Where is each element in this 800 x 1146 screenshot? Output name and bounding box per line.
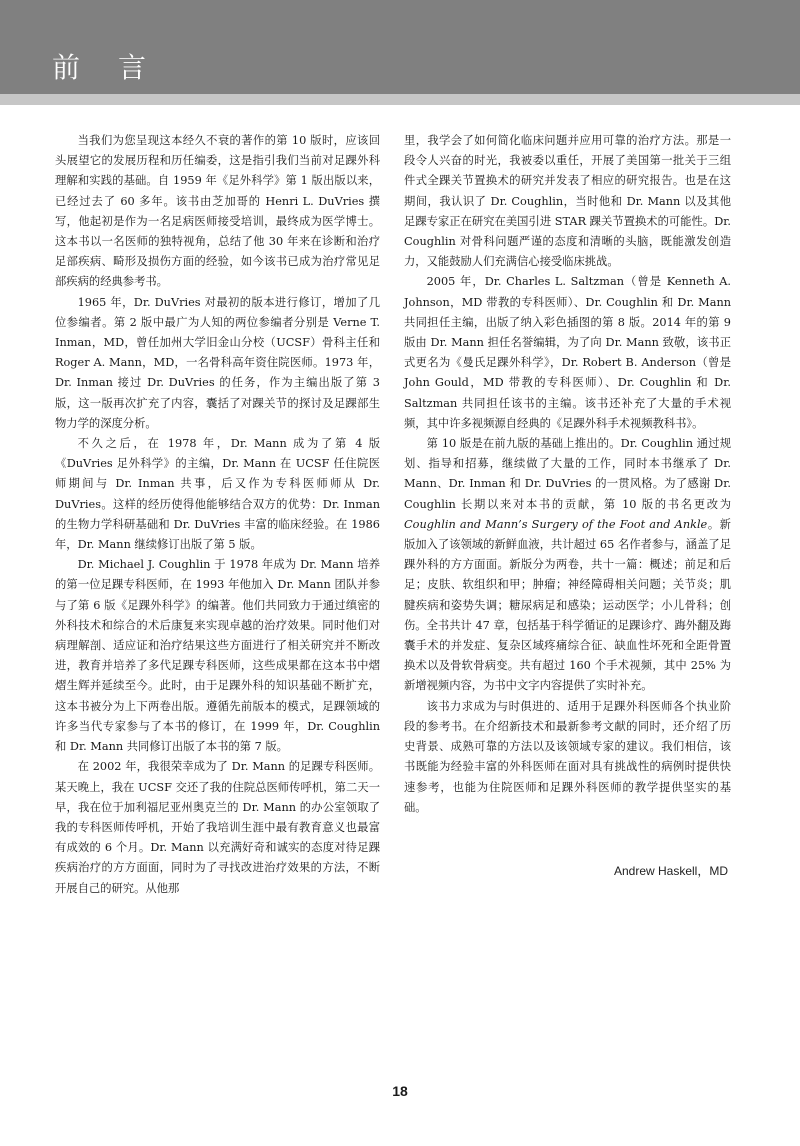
- paragraph: 1965 年，Dr. DuVries 对最初的版本进行修订，增加了几位参编者。第 2 版中最广为人知的两位参编者分别是 Verne T. Inman，MD，曾任加州大学旧金山分校（UCSF）骨科主任和 Roger A. Mann，MD，一名骨科高年资住院医师。1973 年，Dr. Inman 接过 Dr. DuVries 的任务，作为主编出版了第 3 版，这一版再次扩充了内容，囊括了对踝关节的探讨及足踝部生物力学的深度分析。: [55, 295, 380, 430]
- page-title: 前言: [52, 51, 185, 84]
- paragraph: 当我们为您呈现这本经久不衰的著作的第 10 版时，应该回头展望它的发展历程和历任编委，这是指引我们当前对足踝外科理解和实践的基础。自 1959 年《足外科学》第 1 版出版以来，已经过去了 60 多年。该书由芝加哥的 Henri L. DuVries 撰写，他起初是作为一名足病医师接受培训，最终成为医学博士。这本书以一名医师的独特视角，总结了他 30 年来在诊断和治疗足部疾病、畸形及损伤方面的经验，如今该书已成为治疗常见足部疾病的经典参考书。: [55, 134, 380, 289]
- paragraph-text: 第 10 版是在前九版的基础上推出的。Dr. Coughlin 通过规划、指导和招募，继续做了大量的工作，同时本书继承了 Dr. Mann、Dr. Inman 和 Dr. DuVries 的一贯风格。为了感谢 Dr. Coughlin 长期以来对本书的贡献，第 10 版的书名更改为: [404, 437, 731, 511]
- page-number: 18: [392, 1083, 408, 1099]
- paragraph: 2005 年，Dr. Charles L. Saltzman（曾是 Kenneth A. Johnson，MD 带教的专科医师）、Dr. Coughlin 和 Dr. Mann 共同担任主编，出版了纳入彩色插图的第 8 版。2014 年的第 9 版由 Dr. Mann 担任名誉编辑，为了向 Dr. Mann 致敬，该书正式更名为《曼氏足踝外科学》，Dr. Robert B. Anderson（曾是 John Gould，MD 带教的专科医师）、Dr. Coughlin 和 Dr. Saltzman 共同担任该书的主编。该书还补充了大量的手术视频，其中许多视频源自经典的《足踝外科手术视频教科书》。: [404, 275, 731, 430]
- paragraph-text: 。新版加入了该领域的新鲜血液，共计超过 65 名作者参与，涵盖了足踝外科的方方面面。新版分为两卷，共十一篇：概述；前足和后足；皮肤、软组织和甲；肿瘤；神经障碍相关问题；关节炎；肌腱疾病和姿势失调；糖尿病足和感染；运动医学；小儿骨科；创伤。全书共计 47 章，包括基于科学循证的足踝诊疗、踇外翻及踇囊手术的并发症、复杂区域疼痛综合征、缺血性坏死和全距骨置换术以及骨软骨病变。共有超过 160 个手术视频，其中 25% 为新增视频内容，为书中文字内容提供了实时补充。: [404, 517, 731, 693]
- paragraph: 不久之后，在 1978 年，Dr. Mann 成为了第 4 版《DuVries 足外科学》的主编，Dr. Mann 在 UCSF 任住院医师期间与 Dr. Inman 共事，后又作为专科医师师从 Dr. DuVries。这样的经历使得他能够结合双方的优势：Dr. Inman 的生物力学科研基础和 Dr. DuVries 丰富的临床经验。在 1986 年，Dr. Mann 继续修订出版了第 5 版。: [55, 437, 380, 552]
- paragraph: 在 2002 年，我很荣幸成为了 Dr. Mann 的足踝专科医师。某天晚上，我在 UCSF 交还了我的住院总医师传呼机，第二天一早，我在位于加利福尼亚州奥克兰的 Dr. Mann 的办公室领取了我的专科医师传呼机，开始了我培训生涯中最有教育意义也最富有成效的 6 个月。Dr. Mann 以充满好奇和诚实的态度对待足踝疾病治疗的方方面面，同时为了寻找改进治疗效果的方法，不断开展自己的研究。从他那: [55, 760, 380, 895]
- header-band: [0, 94, 800, 105]
- paragraph: [404, 434, 731, 697]
- paragraph: 该书力求成为与时俱进的、适用于足踝外科医师各个执业阶段的参考书。在介绍新技术和最新参考文献的同时，还介绍了历史背景、成熟可靠的方法以及该领域专家的建议。我们相信，该书既能为经验丰富的外科医师在面对具有挑战性的病例时提供快速参考，也能为住院医师和足踝外科医师的教学提供坚实的基础。: [404, 699, 731, 814]
- right-column: [404, 131, 731, 818]
- left-column: [55, 131, 380, 899]
- author-signature: Andrew Haskell，MD: [613, 864, 728, 878]
- header-bar: [0, 0, 800, 94]
- paragraph: Dr. Michael J. Coughlin 于 1978 年成为 Dr. Mann 培养的第一位足踝专科医师，在 1993 年他加入 Dr. Mann 团队并参与了第 6 版《足踝外科学》的编著。他们共同致力于通过缜密的外科技术和综合的术后康复来实现卓越的治疗效果。同时他们对病理解剖、适应证和治疗结果这些方面进行了相关研究并不断改进，教育并培养了多代足踝专科医师，这些成果都在这本书中熠熠生辉并延续至今。此时，由于足踝外科的知识基础不断扩充，这本书被分为上下两卷出版。遵循先前版本的模式，足踝领域的许多当代专家参与了本书的修订，在 1999 年，Dr. Coughlin 和 Dr. Mann 共同修订出版了本书的第 7 版。: [55, 558, 380, 754]
- book-title: Coughlin and Mann’s Surgery of the Foot and Ankle: [404, 517, 708, 531]
- paragraph-continuation: 里，我学会了如何简化临床问题并应用可靠的治疗方法。那是一段令人兴奋的时光，我被委以重任，开展了美国第一批关于三组件式全踝关节置换术的研究并发表了相应的研究报告。也是在这期间，我认识了 Dr. Coughlin，当时他和 Dr. Mann 以及其他足踝专家正在研究在美国引进 STAR 踝关节置换术的可能性。Dr. Coughlin 对骨科问题严谨的态度和清晰的头脑，既能激发创造力，又能鼓励人们充满信心接受临床挑战。: [404, 134, 731, 269]
